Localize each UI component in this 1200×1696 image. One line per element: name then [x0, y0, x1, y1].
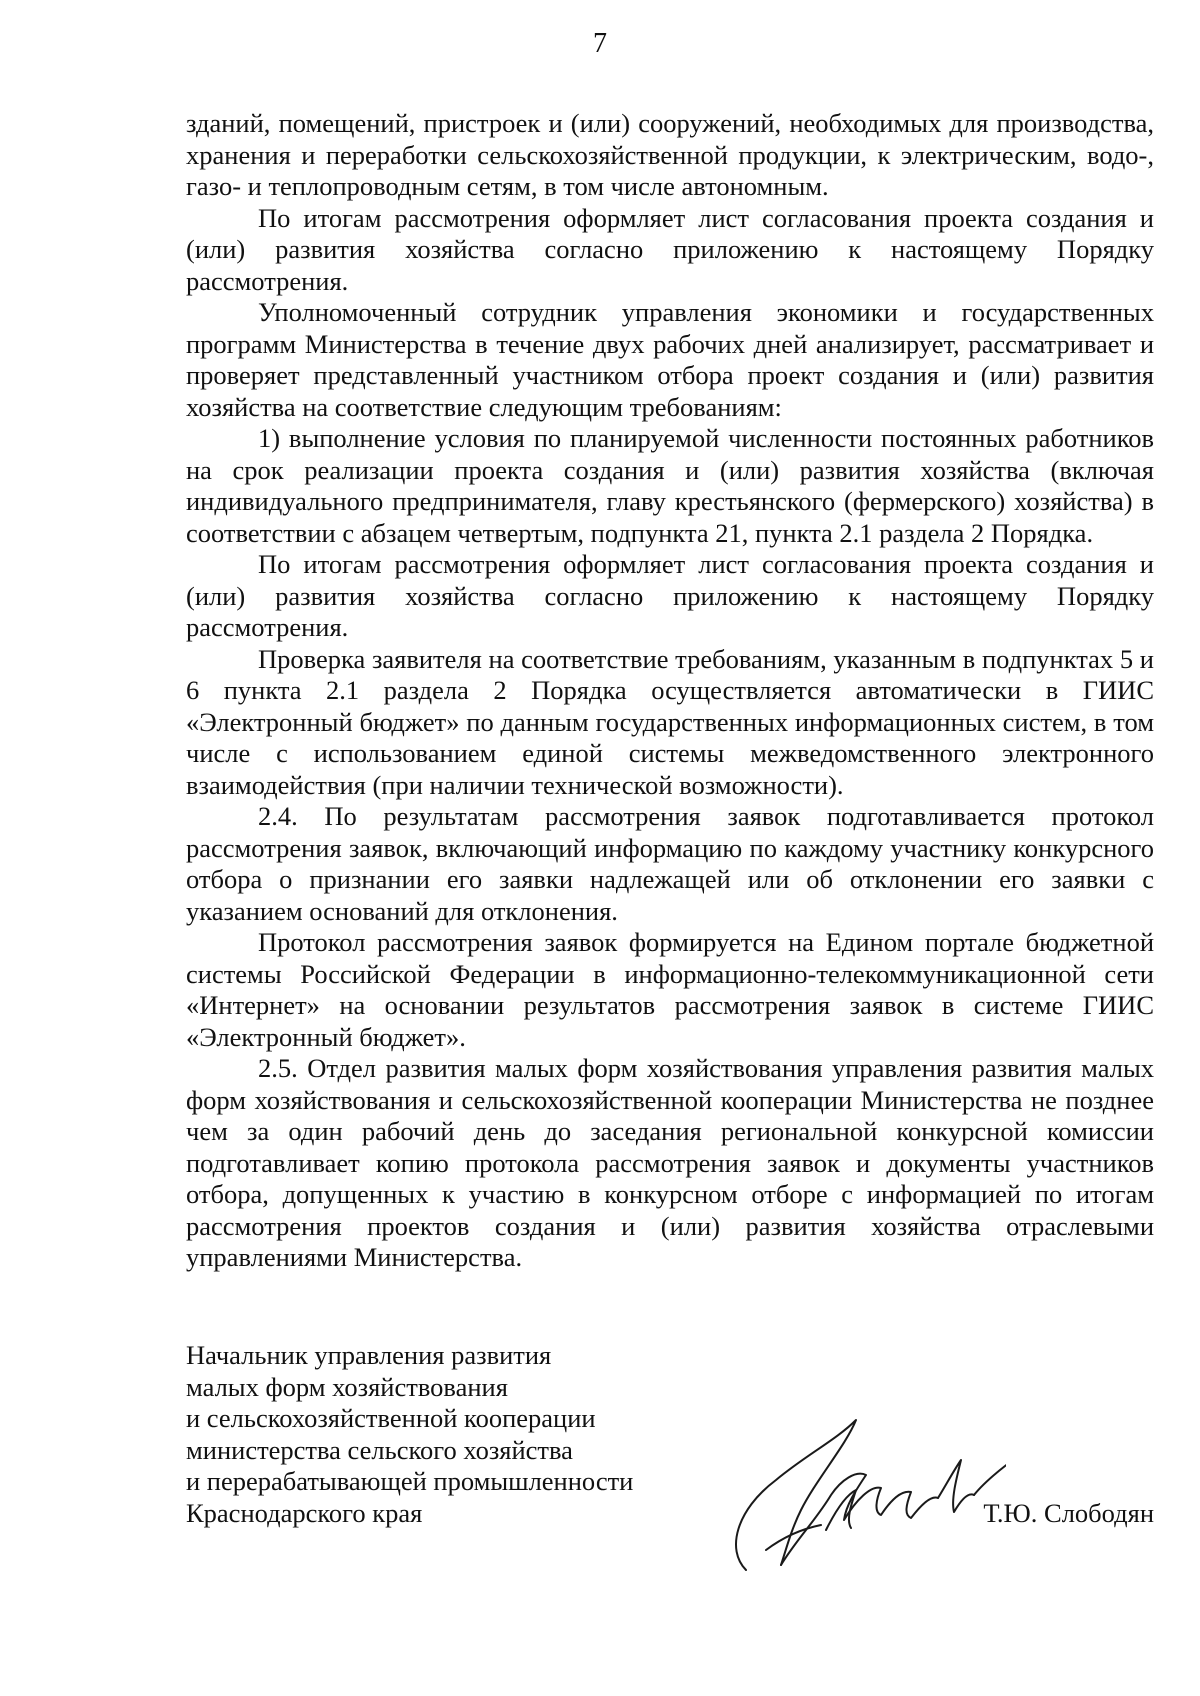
signatory-title: [186, 1340, 746, 1529]
paragraph-8: Протокол рассмотрения заявок формируется на Едином портале бюджетной системы Российской Федерации в информационно-телекоммуникационной сети «Интернет» на основании результатов рассмотрения заявок в системе ГИИС «Электронный бюджет».: [186, 927, 1154, 1052]
document-body: [186, 108, 1154, 1274]
signatory-title-line: министерства сельского хозяйства: [186, 1434, 573, 1465]
signatory-title-line: малых форм хозяйствования: [186, 1371, 508, 1402]
signatory-title-line: Начальник управления развития: [186, 1340, 552, 1370]
signatory-title-line: и сельскохозяйственной кооперации: [186, 1403, 596, 1433]
paragraph-2: По итогам рассмотрения оформляет лист согласования проекта создания и (или) развития хозяйства согласно приложению к настоящему Порядку рассмотрения.: [186, 202, 1154, 296]
paragraph-3: Уполномоченный сотрудник управления экономики и государственных программ Министерства в течение двух рабочих дней анализирует, рассматривает и проверяет представленный участником отбора проект создания и (или) развития хозяйства на соответствие следующим требованиям:: [186, 297, 1154, 422]
paragraph-4: 1) выполнение условия по планируемой численности постоянных работников на срок реализации проекта создания и (или) развития хозяйства (включая индивидуального предпринимателя, главу крестьянского (фермерского) хозяйства) в соответствии с абзацем четвертым, подпункта 21, пункта 2.1 раздела 2 Порядка.: [186, 423, 1154, 548]
handwritten-signature: [706, 1400, 1006, 1580]
paragraph-7: 2.4. По результатам рассмотрения заявок подготавливается протокол рассмотрения заявок, включающий информацию по каждому участнику конкурсного отбора о признании его заявки надлежащей или об отклонении его заявки с указанием оснований для отклонения.: [186, 801, 1154, 926]
signatory-title-line: и перерабатывающей промышленности: [186, 1466, 634, 1496]
paragraph-6: Проверка заявителя на соответствие требованиям, указанным в подпунктах 5 и 6 пункта 2.1 раздела 2 Порядка осуществляется автоматически в ГИИС «Электронный бюджет» по данным государственных информационных систем, в том числе с использованием единой системы межведомственного электронного взаимодействия (при наличии технической возможности).: [186, 643, 1154, 800]
paragraph-5: По итогам рассмотрения оформляет лист согласования проекта создания и (или) развития хозяйства согласно приложению к настоящему Порядку рассмотрения.: [186, 549, 1154, 642]
page-number: 7: [593, 28, 607, 59]
paragraph-1: зданий, помещений, пристроек и (или) сооружений, необходимых для производства, хранения и переработки сельскохозяйственной продукции, к электрическим, водо-, газо- и теплопроводным сетям, в том числе автономным.: [186, 108, 1154, 201]
signatory-title-line: Краснодарского края: [186, 1497, 423, 1528]
signature-block: [186, 1340, 1154, 1600]
signatory-name: Т.Ю. Слободян: [983, 1498, 1154, 1528]
paragraph-9: 2.5. Отдел развития малых форм хозяйствования управления развития малых форм хозяйствования и сельскохозяйственной кооперации Министерства не позднее чем за один рабочий день до заседания региональной конкурсной комиссии подготавливает копию протокола рассмотрения заявок и документы участников отбора, допущенных к участию в конкурсном отборе с информацией по итогам рассмотрения проектов создания и (или) развития хозяйства отраслевыми управлениями Министерства.: [186, 1053, 1154, 1272]
